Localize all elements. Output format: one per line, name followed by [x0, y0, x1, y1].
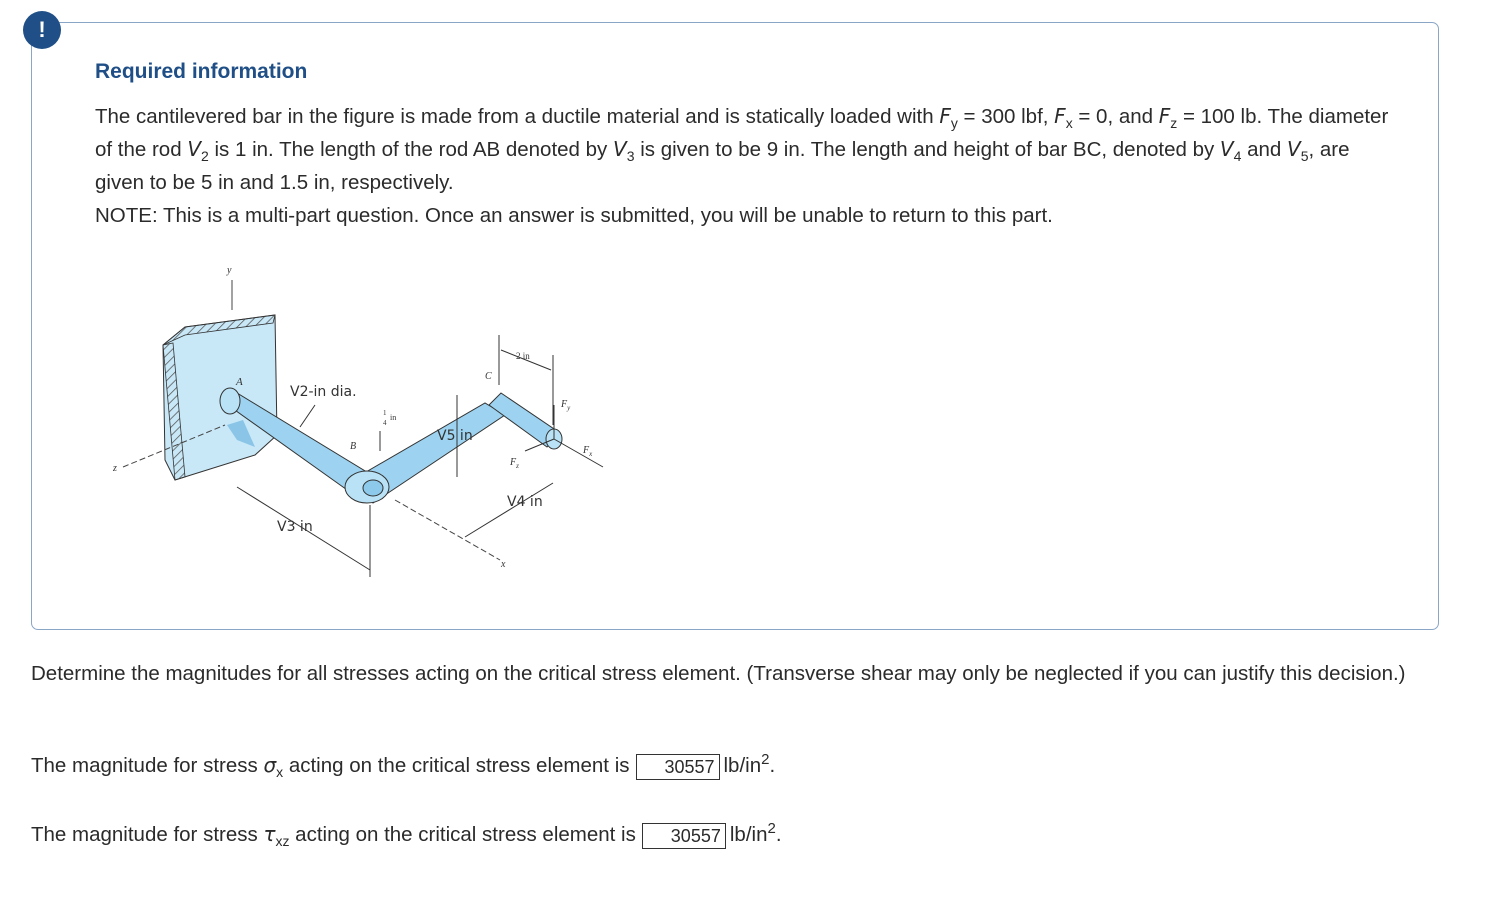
label-z: z — [113, 463, 117, 474]
v5-symbol: V — [1287, 137, 1301, 161]
tau-answer-input[interactable]: 30557 — [642, 823, 726, 849]
label-fy: $F_y$ — [561, 399, 571, 412]
label-v2: V2-in dia. — [290, 384, 357, 400]
v2-symbol: V — [187, 137, 201, 161]
cantilever-figure — [105, 255, 625, 585]
fx-symbol: F — [1054, 104, 1066, 128]
info-title: Required information — [95, 60, 308, 83]
answer-row-sigma: The magnitude for stress $\sigma_x$ acting on the critical stress element is 30557 $lb/in^2$. — [31, 751, 776, 780]
label-x: x — [501, 559, 506, 570]
question-text: Determine the magnitudes for all stresses acting on the critical stress element. (Transverse shear may only be neglected if you can justify this decision.) — [31, 662, 1406, 685]
label-C: C — [485, 371, 492, 382]
rod-A-end — [220, 388, 240, 414]
label-quarter-num: 1 — [383, 409, 387, 417]
label-A: A — [236, 376, 243, 388]
hub-B-hole — [363, 480, 383, 496]
v2-leader — [300, 405, 315, 427]
label-fx: $F_x$ — [583, 445, 593, 458]
label-fz: $F_z$ — [510, 457, 519, 470]
alert-icon: ! — [23, 11, 61, 49]
label-v4: V4 in — [507, 494, 543, 510]
sigma-symbol: σ — [263, 753, 277, 777]
sigma-answer-input[interactable]: 30557 — [636, 754, 720, 780]
label-y: y — [227, 265, 232, 276]
label-quarter-den: 4 — [383, 419, 387, 427]
label-v3: V3 in — [277, 519, 313, 535]
note-text: NOTE: This is a multi-part question. Once an answer is submitted, you will be unable to return to this part. — [95, 204, 1053, 227]
x-axis — [395, 500, 500, 560]
dim-v4-line — [465, 483, 553, 537]
v3-symbol: V — [613, 137, 627, 161]
force-fx-arrow — [554, 439, 603, 467]
fz-symbol: F — [1158, 104, 1171, 128]
label-quarter-unit: in — [390, 413, 397, 422]
tau-symbol: τ — [263, 822, 276, 846]
label-2in: 2 in — [516, 351, 530, 361]
label-B: B — [350, 441, 357, 452]
info-description: The cantilevered bar in the figure is made from a ductile material and is statically loaded with $F_y = 300$ lbf, $F_x = 0$, and $F_z = 100$ lb. The diameter of the rod $V_2$ is 1 in. The length of the rod AB denoted by $V_3$ is given to be 9 in. The length and height of bar BC, denoted by $V_4$ and $V_5$, are given to be 5 in and 1.5 in, respectively. NOTE: This is a multi-part question. Once an answer is submitted, you will be unable to return to this part. — [95, 100, 1395, 232]
answer-row-tau: The magnitude for stress $\tau_{xz}$ acting on the critical stress element is 30557 $lb/in^2$. — [31, 820, 782, 849]
label-v5: V5 in — [437, 428, 473, 444]
v4-symbol: V — [1219, 137, 1234, 161]
fy-symbol: F — [939, 104, 951, 128]
